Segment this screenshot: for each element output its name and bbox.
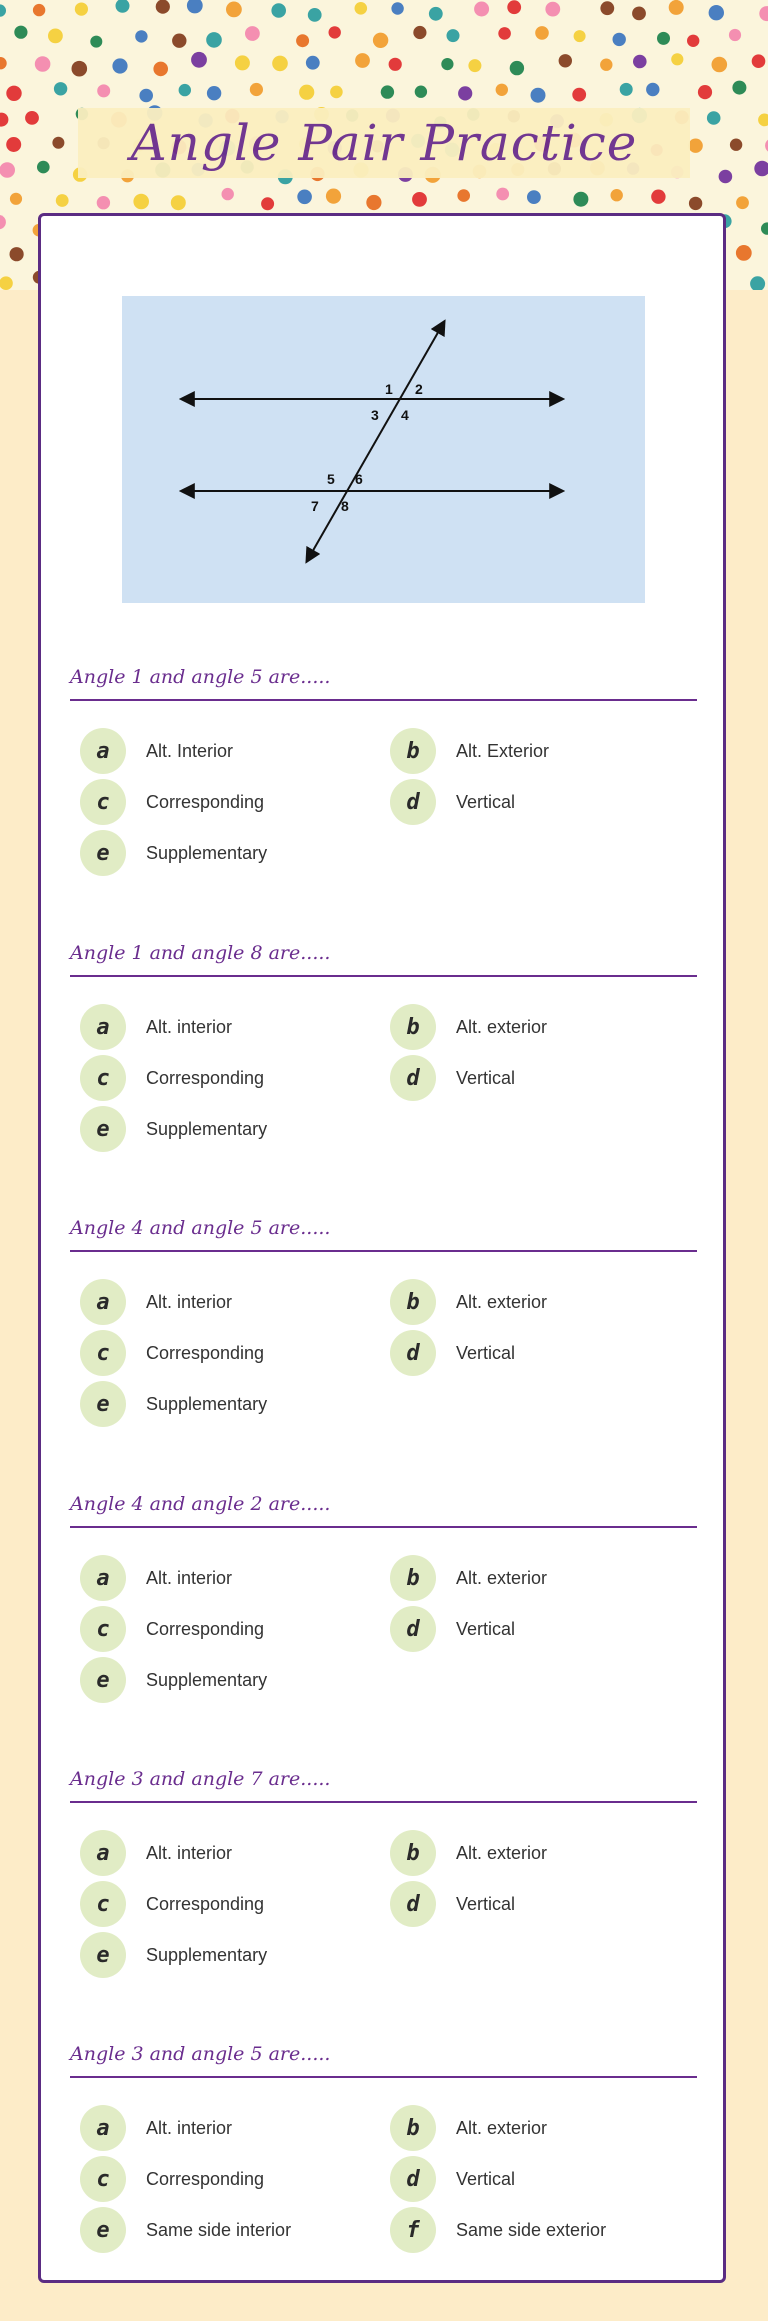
polka-dot (235, 55, 250, 70)
option-letter-bubble[interactable]: e (80, 1106, 126, 1152)
polka-dot (0, 113, 8, 127)
polka-dot (250, 83, 263, 96)
polka-dot (297, 190, 312, 205)
answer-option-e[interactable] (80, 1657, 267, 1703)
polka-dot (752, 54, 766, 68)
polka-dot (572, 88, 586, 102)
answer-option-b[interactable] (390, 1555, 547, 1601)
question-block (70, 2039, 697, 2243)
option-letter-bubble[interactable]: a (80, 728, 126, 774)
polka-dot (531, 88, 546, 103)
polka-dot (25, 111, 39, 125)
answer-option-a[interactable] (80, 1555, 232, 1601)
polka-dot (172, 34, 186, 48)
polka-dot (0, 215, 6, 229)
answer-option-b[interactable] (390, 2105, 547, 2151)
polka-dot (559, 54, 572, 67)
polka-dot (441, 58, 453, 70)
polka-dot (736, 196, 749, 209)
answer-option-d[interactable] (390, 779, 515, 825)
option-label: Alt. interior (146, 1016, 233, 1037)
polka-dot (632, 6, 646, 20)
polka-dot (6, 137, 21, 152)
angle-label-4: 4 (401, 407, 409, 423)
option-label: Supplementary (146, 1669, 268, 1690)
polka-dot (496, 84, 508, 96)
polka-dot (429, 7, 443, 21)
polka-dot (709, 5, 724, 20)
answer-option-e[interactable] (80, 1932, 267, 1978)
polka-dot (272, 56, 288, 72)
option-label: Alt. interior (146, 2117, 233, 2138)
polka-dot (97, 84, 110, 97)
option-label: Vertical (456, 1618, 516, 1639)
polka-dot (669, 0, 684, 15)
polka-dot (72, 61, 88, 77)
polka-dot (458, 86, 472, 100)
polka-dot (6, 86, 21, 101)
option-letter-bubble[interactable]: b (390, 1279, 436, 1325)
polka-dot (330, 86, 343, 99)
polka-dot (729, 29, 741, 41)
polka-dot (687, 35, 699, 47)
polka-dot (611, 189, 623, 201)
polka-dot (90, 36, 102, 48)
polka-dot (296, 34, 309, 47)
polka-dot (527, 190, 541, 204)
polka-dot (135, 30, 147, 42)
answer-option-c[interactable] (80, 1881, 264, 1927)
answer-option-c[interactable] (80, 1055, 264, 1101)
polka-dot (48, 29, 63, 44)
polka-dot (56, 194, 69, 207)
option-letter-bubble[interactable]: a (80, 1830, 126, 1876)
polka-dot (207, 86, 221, 100)
question-divider (70, 975, 697, 977)
option-letter-bubble[interactable]: c (80, 779, 126, 825)
option-label: Same side exterior (456, 2219, 607, 2240)
polka-dot (52, 137, 64, 149)
polka-dot (329, 26, 341, 38)
polka-dot (75, 3, 88, 16)
question-block (70, 938, 697, 1142)
polka-dot (620, 83, 633, 96)
question-block (70, 662, 697, 866)
answer-option-a[interactable] (80, 1004, 232, 1050)
polka-dot (707, 111, 721, 125)
polka-dot (633, 55, 647, 69)
option-label: Supplementary (146, 1393, 268, 1414)
option-label: Supplementary (146, 1944, 268, 1965)
polka-dot (535, 26, 549, 40)
polka-dot (759, 6, 768, 21)
answer-option-a[interactable] (80, 728, 233, 774)
option-label: Alt. Interior (146, 740, 234, 761)
answer-option-c[interactable] (80, 779, 264, 825)
polka-dot (698, 85, 712, 99)
polka-dot (191, 52, 207, 68)
polka-dot (139, 89, 153, 103)
polka-dot (413, 26, 426, 39)
question-block (70, 1213, 697, 1417)
polka-dot (261, 197, 274, 210)
polka-dot (736, 245, 752, 261)
polka-dot (112, 58, 127, 73)
option-label: Corresponding (146, 1067, 265, 1088)
polka-dot (730, 139, 742, 151)
option-letter-bubble[interactable]: d (390, 1881, 436, 1927)
polka-dot (35, 56, 51, 72)
answer-option-d[interactable] (390, 1330, 515, 1376)
polka-dot (412, 192, 427, 207)
polka-dot (14, 26, 27, 39)
polka-dot (156, 0, 170, 14)
polka-dot (381, 85, 394, 98)
option-letter-bubble[interactable]: e (80, 1657, 126, 1703)
option-letter-bubble[interactable]: f (390, 2207, 436, 2253)
answer-option-b[interactable] (390, 1830, 547, 1876)
polka-dot (758, 114, 768, 127)
answer-option-d[interactable] (390, 1055, 515, 1101)
polka-dot (474, 2, 489, 17)
question-block (70, 1764, 697, 1968)
polka-dot (373, 33, 388, 48)
polka-dot (326, 189, 341, 204)
answer-option-c[interactable] (80, 2156, 264, 2202)
polka-dot (732, 81, 746, 95)
polka-dot (574, 30, 586, 42)
polka-dot (133, 194, 149, 210)
polka-dot (187, 0, 203, 13)
polka-dot (0, 4, 6, 16)
option-label: Same side interior (146, 2219, 292, 2240)
option-letter-bubble[interactable]: a (80, 1555, 126, 1601)
option-label: Supplementary (146, 1118, 268, 1139)
option-letter-bubble[interactable]: d (390, 2156, 436, 2202)
polka-dot (306, 56, 320, 70)
angle-label-1: 1 (385, 381, 393, 397)
polka-dot (116, 0, 130, 13)
option-letter-bubble[interactable]: d (390, 1055, 436, 1101)
polka-dot (600, 58, 612, 70)
option-label: Alt. exterior (456, 1567, 548, 1588)
polka-dot (171, 195, 186, 210)
polka-dot (153, 62, 168, 77)
option-label: Alt. interior (146, 1842, 233, 1863)
option-letter-bubble[interactable]: e (80, 2207, 126, 2253)
option-label: Alt. exterior (456, 1016, 548, 1037)
polka-dot (545, 2, 560, 17)
answer-option-f[interactable] (390, 2207, 606, 2253)
polka-dot (498, 27, 511, 40)
polka-dot (0, 276, 13, 290)
option-label: Corresponding (146, 1893, 265, 1914)
question-prompt: Angle 1 and angle 5 are..... (70, 666, 331, 688)
option-label: Supplementary (146, 842, 268, 863)
option-letter-bubble[interactable]: e (80, 1932, 126, 1978)
polka-dot (613, 33, 626, 46)
polka-dot (355, 53, 370, 68)
polka-dot (688, 139, 702, 153)
parallel-lines-transversal-diagram (122, 296, 645, 603)
question-prompt: Angle 3 and angle 7 are..... (70, 1768, 331, 1790)
option-label: Alt. exterior (456, 1842, 548, 1863)
polka-dot (271, 3, 286, 18)
option-letter-bubble[interactable]: a (80, 2105, 126, 2151)
question-prompt: Angle 4 and angle 2 are..... (70, 1493, 331, 1515)
question-block (70, 1489, 697, 1693)
polka-dot (507, 0, 521, 14)
polka-dot (689, 197, 702, 210)
polka-dot (671, 53, 683, 65)
option-label: Vertical (456, 791, 516, 812)
option-letter-bubble[interactable]: d (390, 1606, 436, 1652)
answer-option-a[interactable] (80, 1279, 232, 1325)
answer-option-a[interactable] (80, 1830, 232, 1876)
answer-option-b[interactable] (390, 1004, 547, 1050)
option-letter-bubble[interactable]: c (80, 1330, 126, 1376)
option-label: Vertical (456, 2168, 516, 2189)
question-divider (70, 699, 697, 701)
option-letter-bubble[interactable]: c (80, 1606, 126, 1652)
option-label: Alt. Exterior (456, 740, 550, 761)
option-letter-bubble[interactable]: c (80, 1055, 126, 1101)
page-title: Angle Pair Practice (130, 114, 638, 172)
answer-option-d[interactable] (390, 2156, 515, 2202)
polka-dot (366, 195, 381, 210)
polka-dot (646, 83, 659, 96)
polka-dot (245, 26, 260, 41)
title-box (78, 108, 690, 178)
option-letter-bubble[interactable]: b (390, 728, 436, 774)
polka-dot (750, 276, 765, 290)
polka-dot (206, 32, 222, 48)
polka-dot (179, 84, 191, 96)
question-prompt: Angle 1 and angle 8 are..... (70, 942, 331, 964)
angle-label-6: 6 (355, 471, 363, 487)
answer-option-e[interactable] (80, 1106, 267, 1152)
polka-dot (389, 58, 402, 71)
polka-dot (415, 86, 427, 98)
angle-label-3: 3 (371, 407, 379, 423)
option-letter-bubble[interactable]: b (390, 1004, 436, 1050)
option-letter-bubble[interactable]: d (390, 779, 436, 825)
polka-dot (600, 1, 614, 15)
answer-option-c[interactable] (80, 1606, 264, 1652)
polka-dot (510, 61, 524, 75)
polka-dot (712, 57, 728, 73)
question-prompt: Angle 4 and angle 5 are..... (70, 1217, 331, 1239)
answer-option-e[interactable] (80, 2207, 291, 2253)
option-letter-bubble[interactable]: c (80, 2156, 126, 2202)
polka-dot (10, 247, 24, 261)
question-divider (70, 2076, 697, 2078)
polka-dot (391, 2, 403, 14)
option-letter-bubble[interactable]: b (390, 1555, 436, 1601)
angle-label-8: 8 (341, 498, 349, 514)
option-label: Vertical (456, 1342, 516, 1363)
option-letter-bubble[interactable]: a (80, 1279, 126, 1325)
option-label: Alt. exterior (456, 2117, 548, 2138)
angle-label-7: 7 (311, 498, 319, 514)
option-letter-bubble[interactable]: d (390, 1330, 436, 1376)
option-label: Corresponding (146, 2168, 265, 2189)
polka-dot (299, 85, 314, 100)
question-prompt: Angle 3 and angle 5 are..... (70, 2043, 331, 2065)
answer-option-c[interactable] (80, 1330, 264, 1376)
option-label: Corresponding (146, 1342, 265, 1363)
polka-dot (719, 170, 733, 184)
polka-dot (54, 82, 67, 95)
option-label: Vertical (456, 1893, 516, 1914)
polka-dot (0, 57, 7, 69)
option-label: Alt. interior (146, 1291, 233, 1312)
polka-dot (355, 2, 368, 15)
option-letter-bubble[interactable]: e (80, 830, 126, 876)
answer-option-b[interactable] (390, 1279, 547, 1325)
option-letter-bubble[interactable]: a (80, 1004, 126, 1050)
polka-dot (496, 188, 509, 201)
polka-dot (10, 193, 22, 205)
option-label: Corresponding (146, 791, 265, 812)
polka-dot (457, 189, 470, 202)
angle-label-5: 5 (327, 471, 335, 487)
answer-option-d[interactable] (390, 1606, 515, 1652)
option-letter-bubble[interactable]: b (390, 1830, 436, 1876)
polka-dot (761, 222, 768, 234)
option-letter-bubble[interactable]: b (390, 2105, 436, 2151)
option-label: Corresponding (146, 1618, 265, 1639)
option-label: Alt. interior (146, 1567, 233, 1588)
polka-dot (754, 161, 768, 177)
polka-dot (573, 192, 588, 207)
angle-label-2: 2 (415, 381, 423, 397)
polka-dot (222, 188, 234, 200)
answer-option-e[interactable] (80, 1381, 267, 1427)
polka-dot (447, 29, 460, 42)
option-letter-bubble[interactable]: c (80, 1881, 126, 1927)
polka-dot (657, 32, 670, 45)
question-divider (70, 1801, 697, 1803)
polka-dot (226, 1, 242, 17)
answer-option-d[interactable] (390, 1881, 515, 1927)
option-letter-bubble[interactable]: e (80, 1381, 126, 1427)
diagram-background (122, 296, 645, 603)
polka-dot (308, 8, 322, 22)
polka-dot (97, 196, 110, 209)
option-label: Alt. exterior (456, 1291, 548, 1312)
polka-dot (37, 161, 50, 174)
answer-option-e[interactable] (80, 830, 267, 876)
option-label: Vertical (456, 1067, 516, 1088)
answer-option-b[interactable] (390, 728, 549, 774)
question-divider (70, 1526, 697, 1528)
polka-dot (651, 190, 665, 204)
polka-dot (33, 4, 45, 16)
polka-dot (0, 162, 15, 178)
question-divider (70, 1250, 697, 1252)
polka-dot (468, 59, 481, 72)
answer-option-a[interactable] (80, 2105, 232, 2151)
